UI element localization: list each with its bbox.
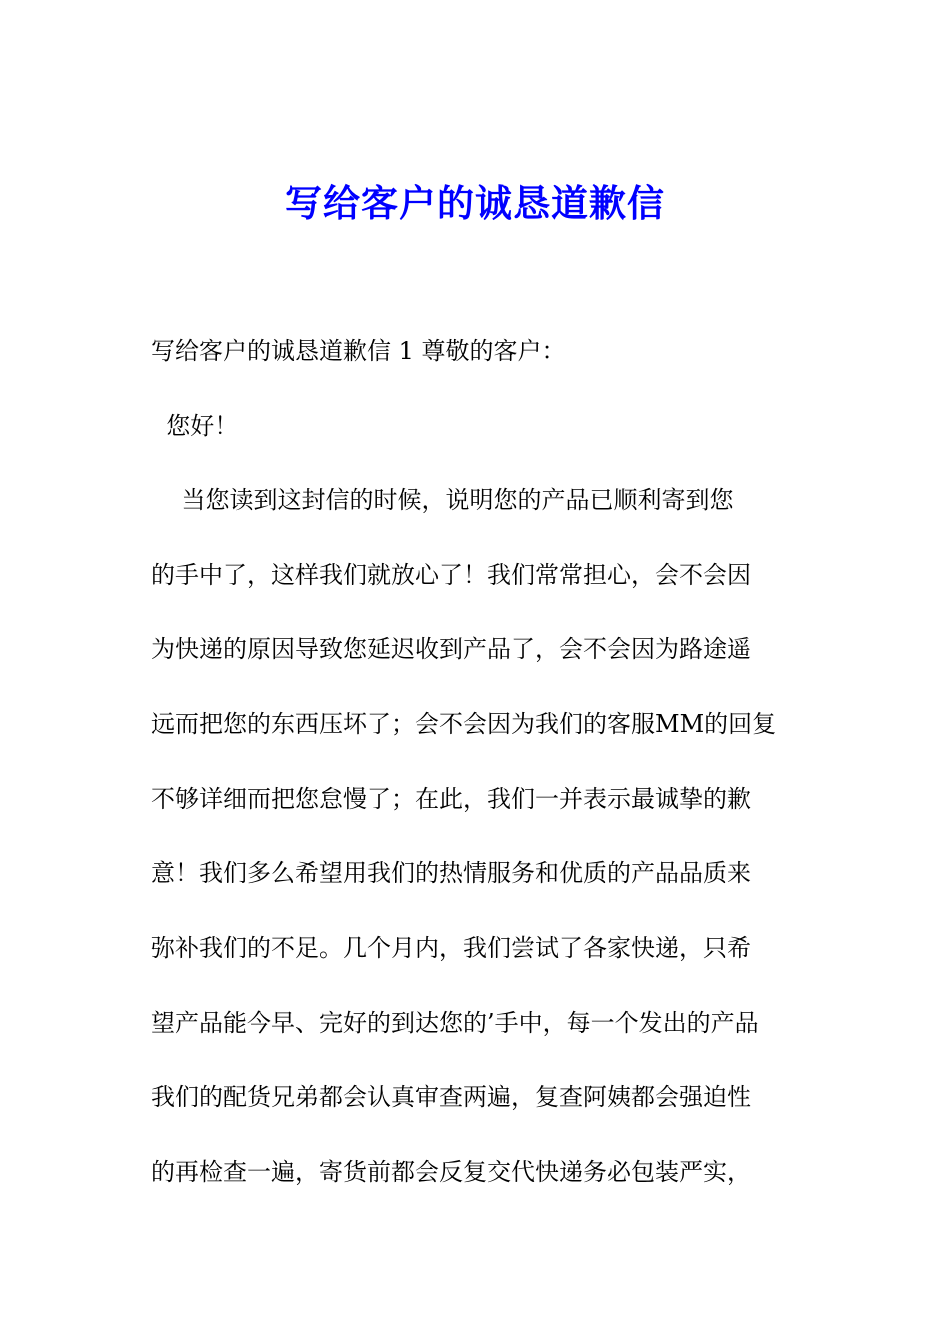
body-line-11: 我们的配货兄弟都会认真审查两遍，复查阿姨都会强迫性 [151,1083,751,1111]
body-line-6: 远而把您的东西压坏了；会不会因为我们的客服MM的回复 [151,710,777,738]
body-line-1: 写给客户的诚恳道歉信 1 尊敬的客户： [151,337,566,365]
body-line-2: 您好！ [151,412,239,440]
body-line-12: 的再检查一遍，寄货前都会反复交代快递务必包装严实， [151,1158,751,1186]
body-line-9: 弥补我们的不足。几个月内，我们尝试了各家快递，只希 [151,934,751,962]
body-line-7: 不够详细而把您怠慢了；在此，我们一并表示最诚挚的歉 [151,785,751,813]
body-line-10: 望产品能今早、完好的到达您的’手中，每一个发出的产品 [151,1009,759,1037]
body-line-4: 的手中了，这样我们就放心了！我们常常担心，会不会因 [151,561,751,589]
document-title: 写给客户的诚恳道歉信 [285,181,665,225]
body-line-5: 为快递的原因导致您延迟收到产品了，会不会因为路途遥 [151,635,751,663]
body-line-3: 当您读到这封信的时候，说明您的产品已顺利寄到您 [151,486,734,514]
body-line-8: 意！我们多么希望用我们的热情服务和优质的产品品质来 [151,859,751,887]
